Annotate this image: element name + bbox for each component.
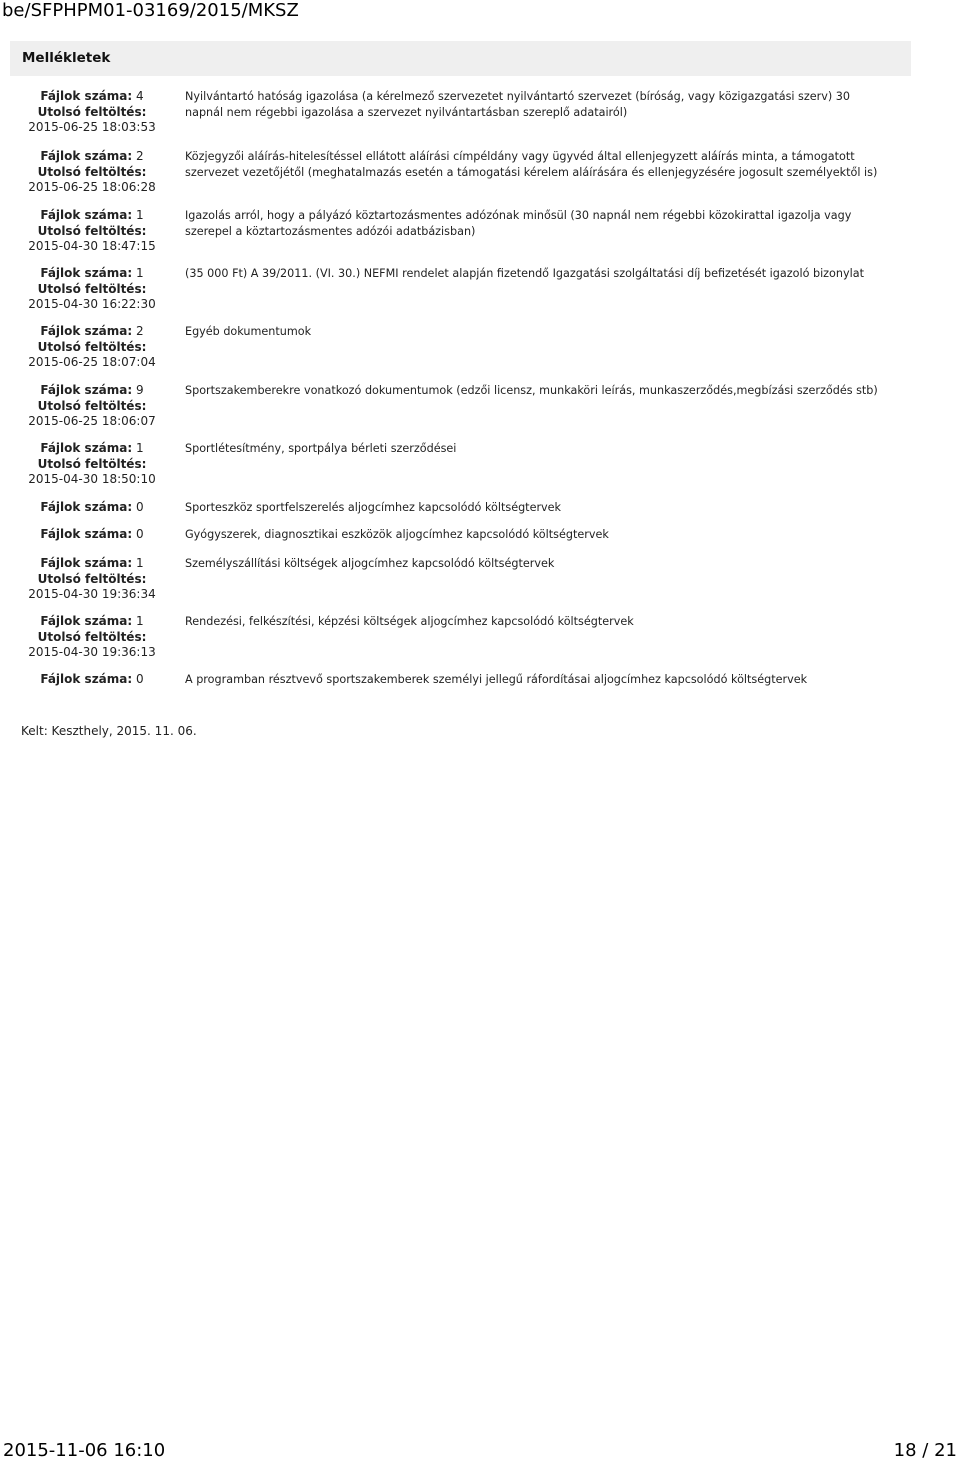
date-line: Kelt: Keszthely, 2015. 11. 06. — [21, 724, 197, 738]
last-upload-label: Utolsó feltöltés: — [37, 104, 147, 119]
file-count-label: Fájlok száma: — [40, 266, 133, 280]
file-count: 2 — [136, 149, 144, 163]
attachment-description: Sportszakemberekre vonatkozó dokumentumok (edzői licensz, munkaköri leírás, munkaszerződés,megbízási szerződés stb) — [185, 384, 878, 397]
attachment-meta — [22, 208, 162, 255]
file-count: 1 — [136, 208, 144, 222]
last-upload-label: Utolsó feltöltés: — [37, 398, 147, 413]
last-upload-label: Utolsó feltöltés: — [37, 164, 147, 179]
file-count-label: Fájlok száma: — [40, 208, 133, 222]
last-upload-date: 2015-06-25 18:06:28 — [28, 180, 156, 194]
file-count: 2 — [136, 324, 144, 338]
attachment-description: Gyógyszerek, diagnosztikai eszközök aljogcímhez kapcsolódó költségtervek — [185, 528, 609, 541]
attachment-meta — [22, 527, 162, 543]
last-upload-date: 2015-04-30 19:36:13 — [28, 645, 156, 659]
attachment-meta — [22, 266, 162, 313]
file-count-line — [22, 527, 162, 543]
attachment-meta — [22, 383, 162, 430]
file-count-label: Fájlok száma: — [40, 614, 133, 628]
attachment-meta — [22, 441, 162, 488]
file-count-line — [22, 672, 162, 688]
attachment-description: Közjegyzői aláírás-hitelesítéssel ellátott aláírási címpéldány vagy ügyvéd által ellenjegyzett aláírás minta, a támogatott szervezet vezetőjétől (meghatalmazás esetén a támogatási kérelem aláírására és ellenjegyzésére jogosult személyektől is) — [185, 150, 878, 179]
last-upload-date: 2015-04-30 18:50:10 — [28, 472, 156, 486]
attachment-meta — [22, 614, 162, 661]
file-count-label: Fájlok száma: — [40, 527, 133, 541]
last-upload-label: Utolsó feltöltés: — [37, 339, 147, 354]
file-count-label: Fájlok száma: — [40, 441, 133, 455]
section-header — [10, 41, 911, 76]
file-count-line — [22, 500, 162, 516]
file-count: 9 — [136, 383, 144, 397]
footer-timestamp: 2015-11-06 16:10 — [3, 1440, 166, 1461]
file-count: 1 — [136, 266, 144, 280]
file-count-line — [22, 266, 162, 282]
file-count-line — [22, 614, 162, 630]
attachment-description: (35 000 Ft) A 39/2011. (VI. 30.) NEFMI rendelet alapján fizetendő Igazgatási szolgáltatási díj befizetését igazoló bizonylat — [185, 267, 864, 280]
file-count: 1 — [136, 441, 144, 455]
file-count: 0 — [136, 672, 144, 686]
attachment-description: Személyszállítási költségek aljogcímhez kapcsolódó költségtervek — [185, 557, 555, 570]
file-count-line — [22, 149, 162, 165]
file-count-label: Fájlok száma: — [40, 672, 133, 686]
last-upload-date: 2015-04-30 16:22:30 — [28, 297, 156, 311]
file-count: 1 — [136, 614, 144, 628]
last-upload-date: 2015-06-25 18:07:04 — [28, 355, 156, 369]
last-upload-date: 2015-04-30 19:36:34 — [28, 587, 156, 601]
file-count-label: Fájlok száma: — [40, 89, 133, 103]
file-count-line — [22, 556, 162, 572]
file-count-label: Fájlok száma: — [40, 383, 133, 397]
last-upload-label: Utolsó feltöltés: — [37, 456, 147, 471]
file-count-line — [22, 441, 162, 457]
attachment-description: A programban résztvevő sportszakemberek személyi jellegű ráfordításai aljogcímhez kapcsolódó költségtervek — [185, 673, 808, 686]
file-count: 4 — [136, 89, 144, 103]
last-upload-label: Utolsó feltöltés: — [37, 223, 147, 238]
attachment-meta — [22, 324, 162, 371]
file-count-label: Fájlok száma: — [40, 324, 133, 338]
file-count-label: Fájlok száma: — [40, 149, 133, 163]
file-count-label: Fájlok száma: — [40, 556, 133, 570]
file-count: 1 — [136, 556, 144, 570]
file-count-line — [22, 208, 162, 224]
file-count-line — [22, 324, 162, 340]
last-upload-label: Utolsó feltöltés: — [37, 281, 147, 296]
attachment-meta — [22, 149, 162, 196]
attachment-description: Igazolás arról, hogy a pályázó köztartozásmentes adózónak minősül (30 napnál nem régebbi közokirattal igazolja vagy szerepel a köztartozásmentes adózói adatbázisban) — [185, 209, 852, 238]
file-count: 0 — [136, 527, 144, 541]
last-upload-label: Utolsó feltöltés: — [37, 571, 147, 586]
last-upload-date: 2015-06-25 18:06:07 — [28, 414, 156, 428]
file-count-line — [22, 383, 162, 399]
attachment-meta — [22, 556, 162, 603]
attachment-meta — [22, 89, 162, 136]
last-upload-date: 2015-06-25 18:03:53 — [28, 120, 156, 134]
attachment-description: Nyilvántartó hatóság igazolása (a kérelmező szervezetet nyilvántartó szervezet (bíróság, vagy közigazgatási szerv) 30 napnál nem régebbi igazolása a szervezet nyilvántartásban szereplő adatairól) — [185, 90, 851, 119]
attachment-description: Egyéb dokumentumok — [185, 325, 312, 338]
attachment-description: Sporteszköz sportfelszerelés aljogcímhez kapcsolódó költségtervek — [185, 501, 562, 514]
footer-page-number: 18 / 21 — [893, 1440, 957, 1461]
attachment-meta — [22, 672, 162, 688]
section-title: Mellékletek — [22, 50, 111, 66]
file-count-line — [22, 89, 162, 105]
last-upload-label: Utolsó feltöltés: — [37, 629, 147, 644]
attachment-description: Sportlétesítmény, sportpálya bérleti szerződései — [185, 442, 457, 455]
document-title: be/SFPHPM01-03169/2015/MKSZ — [2, 0, 299, 21]
last-upload-date: 2015-04-30 18:47:15 — [28, 239, 156, 253]
attachment-meta — [22, 500, 162, 516]
file-count: 0 — [136, 500, 144, 514]
file-count-label: Fájlok száma: — [40, 500, 133, 514]
attachment-description: Rendezési, felkészítési, képzési költségek aljogcímhez kapcsolódó költségtervek — [185, 615, 634, 628]
